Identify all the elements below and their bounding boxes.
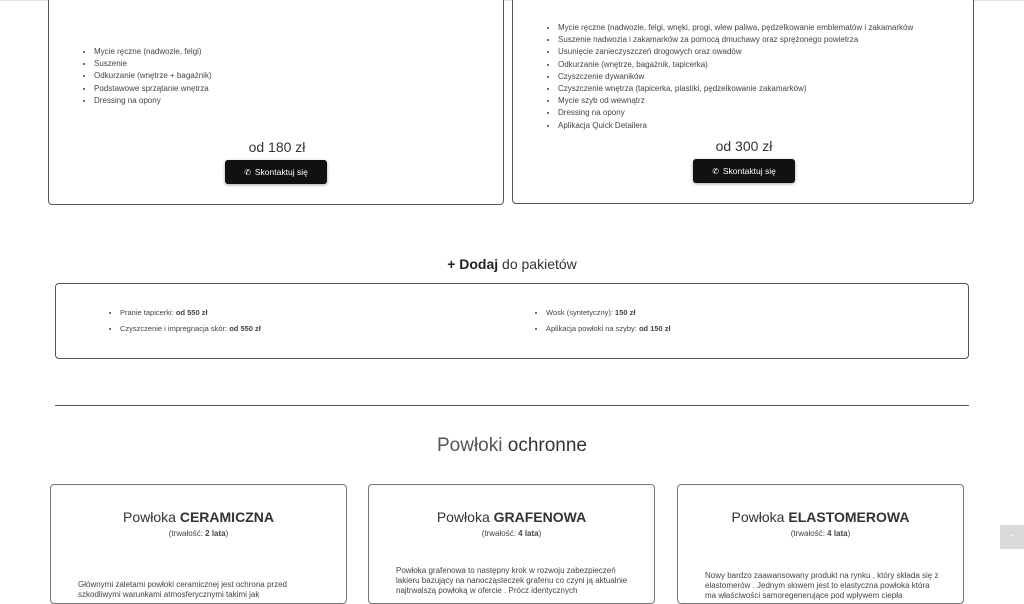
- list-item: [546, 321, 671, 337]
- coating-description: Nowy bardzo zaawansowany produkt na rynku , który składa się z elastomerów . Jednym słowem jest to elastyczna powłoka która ma właściwości samoregenerujące pod wpływem ciepła: [705, 571, 939, 600]
- coatings-title-light: Powłoki: [437, 435, 508, 456]
- list-item: • Aplikacja Quick Detailera: [558, 120, 913, 132]
- addons-box: [55, 283, 969, 359]
- addons-heading-bold: + Dodaj: [447, 256, 499, 272]
- list-item: • Suszenie: [94, 58, 212, 70]
- durability-value: 4 lata: [518, 529, 539, 538]
- list-item: • Dressing na opony: [94, 95, 212, 107]
- coating-title: [678, 509, 963, 525]
- addons-list-left: [120, 305, 261, 337]
- coating-card-graphene: [368, 484, 655, 604]
- coating-description: Powłoka grafenowa to następny krok w rozwoju zabezpieczeń lakieru bazujący na nanocząsteczek grafenu co czyni ją aktualnie najtrwalszą powłoką w ofercie . Prócz identycznych: [396, 566, 628, 595]
- contact-button[interactable]: [693, 159, 795, 183]
- list-item: • Mycie szyb od wewnątrz: [558, 95, 913, 107]
- contact-button-label: Skontaktuj się: [254, 167, 308, 177]
- list-item: [120, 305, 261, 321]
- addon-label: Czyszczenie i impregnacja skór:: [120, 324, 230, 333]
- package-card-basic: [48, 0, 504, 205]
- phone-icon: ✆: [244, 167, 251, 177]
- section-divider: [55, 405, 969, 406]
- addon-price: 150 zł: [615, 308, 636, 317]
- package-card-premium: [512, 0, 974, 204]
- list-item: • Dressing na opony: [558, 107, 913, 119]
- coatings-title-strong: ochronne: [507, 435, 587, 456]
- phone-icon: ✆: [712, 166, 719, 176]
- scroll-to-top-button[interactable]: [1000, 525, 1024, 549]
- coating-prefix: Powłoka: [123, 509, 180, 525]
- list-item: • Podstawowe sprzątanie wnętrza: [94, 83, 212, 95]
- addon-price: od 150 zł: [638, 324, 671, 333]
- list-item: [546, 305, 671, 321]
- coatings-title: [0, 435, 1024, 457]
- durability-value: 4 lata: [827, 529, 848, 538]
- addon-label: Pranie tapicerki:: [120, 308, 176, 317]
- coating-card-ceramic: [50, 484, 347, 604]
- package-price: od 180 zł: [248, 139, 306, 155]
- list-item: • Odkurzanie (wnętrze, bagażnik, tapicerka): [558, 59, 913, 71]
- coating-name: CERAMICZNA: [179, 509, 274, 525]
- list-item: • Usunięcie zanieczyszczeń drogowych oraz owadów: [558, 46, 913, 58]
- list-item: • Mycie ręczne (nadwozie, felgi, wnęki, progi, wlew paliwa, pędzelkowanie emblematów i zakamarków: [558, 22, 913, 34]
- durability-label: (trwałość:: [790, 529, 828, 538]
- coating-prefix: Powłoka: [436, 509, 494, 525]
- coating-title: [369, 509, 654, 525]
- durability-label: (trwałość:: [481, 529, 519, 538]
- coating-durability: [369, 529, 654, 538]
- addon-price: od 550 zł: [229, 324, 261, 333]
- contact-button[interactable]: [225, 160, 327, 184]
- coating-name: ELASTOMEROWA: [788, 509, 910, 525]
- package-feature-list: [94, 46, 212, 107]
- coating-durability: [678, 529, 963, 538]
- coating-name: GRAFENOWA: [493, 509, 587, 525]
- addons-heading: [0, 256, 1024, 272]
- coating-description: Głównymi zaletami powłoki ceramicznej jest ochrona przed szkodliwymi warunkami atmosferycznymi takimi jak: [78, 580, 287, 599]
- package-feature-list: [558, 22, 913, 132]
- addons-heading-rest: do pakietów: [498, 256, 577, 272]
- contact-button-label: Skontaktuj się: [722, 166, 776, 176]
- durability-close: ): [538, 529, 542, 538]
- durability-close: ): [225, 529, 229, 538]
- addons-list-right: [546, 305, 671, 337]
- coating-prefix: Powłoka: [731, 509, 789, 525]
- durability-close: ): [847, 529, 851, 538]
- durability-label: (trwałość:: [168, 529, 206, 538]
- list-item: [120, 321, 261, 337]
- package-price: od 300 zł: [715, 138, 773, 154]
- coating-title: [51, 509, 346, 525]
- chevron-up-icon: ⌃: [1008, 532, 1016, 542]
- list-item: • Suszenie nadwozia i zakamarków za pomocą dmuchawy oraz sprężonego powietrza: [558, 34, 913, 46]
- list-item: • Czyszczenie wnętrza (tapicerka, plastiki, pędzelkowanie zakamarków): [558, 83, 913, 95]
- coating-durability: [51, 529, 346, 538]
- durability-value: 2 lata: [205, 529, 226, 538]
- list-item: • Odkurzanie (wnętrze + bagażnik): [94, 70, 212, 82]
- addon-price: od 550 zł: [175, 308, 208, 317]
- list-item: • Mycie ręczne (nadwozie, felgi): [94, 46, 212, 58]
- addon-label: Wosk (syntetyczny):: [546, 308, 616, 317]
- list-item: • Czyszczenie dywaników: [558, 71, 913, 83]
- coating-card-elastomer: [677, 484, 964, 604]
- addon-label: Aplikacja powłoki na szyby:: [546, 324, 639, 333]
